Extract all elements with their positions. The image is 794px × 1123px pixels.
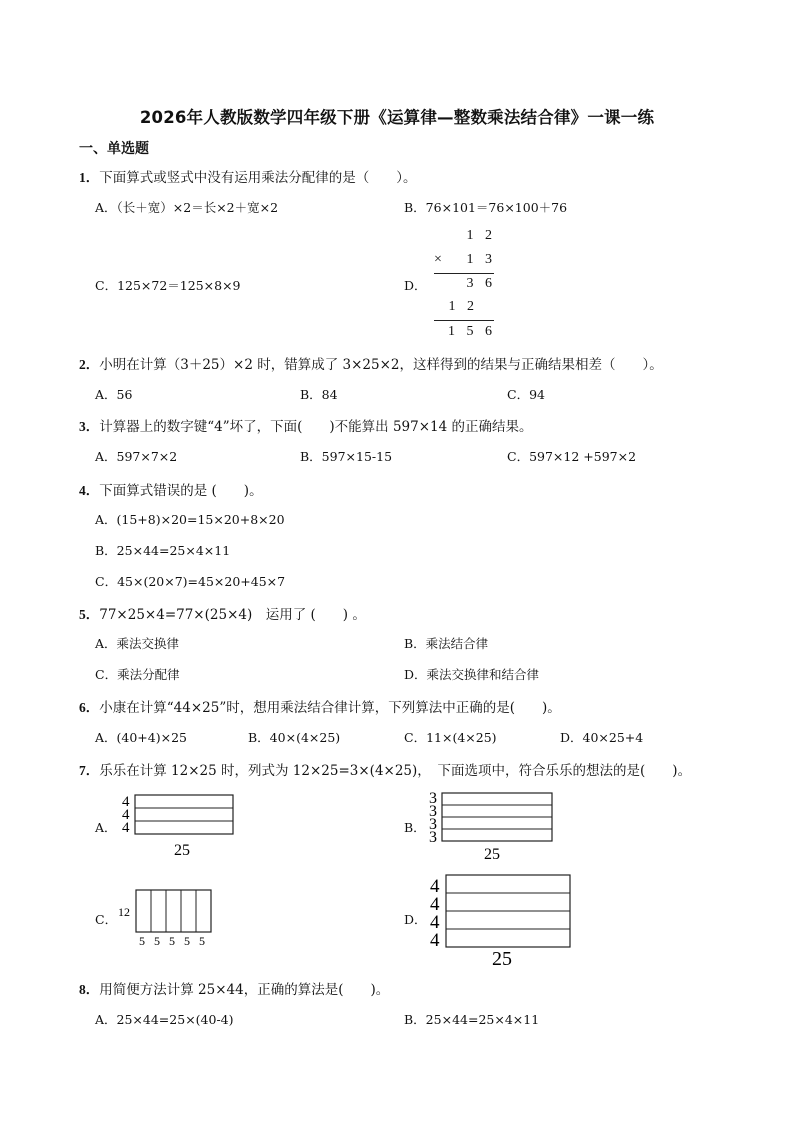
question-text: 小康在计算“44×25”时，想用乘法结合律计算，下列算法中正确的是( )。 xyxy=(99,700,561,716)
question-8 xyxy=(79,978,389,998)
question-number: 2． xyxy=(79,357,100,372)
option-a: A．（长＋宽）×2＝长×2＋宽×2 xyxy=(95,200,279,215)
question-text: 77×25×4=77×(25×4) 运用了 ( ) 。 xyxy=(99,607,366,623)
option-c: C． xyxy=(95,912,118,927)
fig-b-label-2: 3 xyxy=(429,803,437,820)
option-b: B．84 xyxy=(300,387,338,402)
fig-c-bottom-label-2: 5 xyxy=(154,934,160,948)
fig-d-label-3: 4 xyxy=(430,912,440,933)
fig-a-label-2: 4 xyxy=(122,807,130,823)
option-d: D．乘法交换律和结合律 xyxy=(404,667,540,682)
option-d: D．40×25+4 xyxy=(560,730,644,745)
option-b: B．76×101＝76×100＋76 xyxy=(404,200,568,215)
option-a: A． xyxy=(95,820,117,835)
question-number: 5． xyxy=(79,607,100,622)
option-a: A．(40+4)×25 xyxy=(95,730,187,745)
fig-b-label-4: 3 xyxy=(429,829,437,846)
question-text: 计算器上的数字键“4”坏了，下面( )不能算出 597×14 的正确结果。 xyxy=(99,419,533,435)
question-number: 3． xyxy=(79,419,100,434)
times-sign: × xyxy=(434,252,446,267)
fig-a-label-3: 4 xyxy=(122,820,130,836)
question-7 xyxy=(79,759,691,779)
question-number: 4． xyxy=(79,483,100,498)
fig-a-bottom-label: 25 xyxy=(174,842,190,859)
option-b: B．40×(4×25) xyxy=(248,730,341,745)
vertical-rule-1 xyxy=(434,273,494,274)
figure-b xyxy=(426,786,558,866)
question-2 xyxy=(79,353,663,373)
option-a: A．(15+8)×20=15×20+8×20 xyxy=(95,512,285,527)
fig-d-bottom-label: 25 xyxy=(492,948,512,970)
vertical-row-2: 1 3 xyxy=(466,252,496,267)
fig-c-bottom-label-5: 5 xyxy=(199,934,205,948)
figure-a xyxy=(118,790,242,862)
option-c: C．乘法分配律 xyxy=(95,667,180,682)
question-3 xyxy=(79,415,533,435)
fig-c-left-label: 12 xyxy=(118,905,130,919)
vertical-multiplication xyxy=(430,228,496,344)
question-text: 乐乐在计算 12×25 时，列式为 12×25=3×(4×25)， 下面选项中，符合乐乐的想法的是( )。 xyxy=(99,763,692,779)
option-b: B．597×15-15 xyxy=(300,449,393,464)
question-text: 下面算式错误的是 ( )。 xyxy=(99,483,263,499)
page-title: 2026年人教版数学四年级下册《运算律—整数乘法结合律》一课一练 xyxy=(139,108,655,127)
question-number: 7． xyxy=(79,763,100,778)
option-c: C．11×(4×25) xyxy=(404,730,497,745)
vertical-rule-2 xyxy=(434,320,494,321)
question-text: 小明在计算（3＋25）×2 时，错算成了 3×25×2，这样得到的结果与正确结果相差（ ）。 xyxy=(99,357,663,373)
fig-b-label-1: 3 xyxy=(429,790,437,807)
option-b: B．25×44=25×4×11 xyxy=(95,543,231,558)
vertical-row-4: 1 2 xyxy=(448,299,478,314)
fig-a-label-1: 4 xyxy=(122,794,130,810)
option-c: C．45×(20×7)=45×20+45×7 xyxy=(95,574,286,589)
question-5 xyxy=(79,603,366,623)
fig-d-label-4: 4 xyxy=(430,930,440,951)
fig-d-label-2: 4 xyxy=(430,894,440,915)
vertical-row-3: 3 6 xyxy=(466,276,496,291)
fig-c-bottom-label-3: 5 xyxy=(169,934,175,948)
fig-c-bottom-label-1: 5 xyxy=(139,934,145,948)
question-text: 下面算式或竖式中没有运用乘法分配律的是（ ）。 xyxy=(99,170,417,186)
question-number: 1． xyxy=(79,170,100,185)
option-a: A．597×7×2 xyxy=(95,449,178,464)
option-a: A．56 xyxy=(95,387,133,402)
option-c: C．597×12 +597×2 xyxy=(507,449,637,464)
option-c: C．125×72＝125×8×9 xyxy=(95,278,241,293)
section-heading: 一、单选题 xyxy=(79,141,149,157)
option-b: B．乘法结合律 xyxy=(404,636,489,651)
question-number: 8． xyxy=(79,982,100,997)
fig-b-bottom-label: 25 xyxy=(484,846,500,863)
vertical-row-5: 1 5 6 xyxy=(448,324,496,339)
option-d: D． xyxy=(404,278,427,293)
question-number: 6． xyxy=(79,700,100,715)
option-d: D． xyxy=(404,912,427,927)
option-a: A．25×44=25×(40-4) xyxy=(95,1012,234,1027)
fig-c-bottom-label-4: 5 xyxy=(184,934,190,948)
question-4 xyxy=(79,479,263,499)
option-b: B．25×44=25×4×11 xyxy=(404,1012,540,1027)
option-a: A．乘法交换律 xyxy=(95,636,180,651)
question-1 xyxy=(79,166,417,186)
fig-b-label-3: 3 xyxy=(429,816,437,833)
option-c: C．94 xyxy=(507,387,545,402)
question-6 xyxy=(79,696,561,716)
question-text: 用简便方法计算 25×44，正确的算法是( )。 xyxy=(99,982,390,998)
figure-d xyxy=(428,868,576,970)
vertical-row-1: 1 2 xyxy=(466,228,496,243)
fig-d-label-1: 4 xyxy=(430,876,440,897)
figure-c xyxy=(116,884,216,950)
option-b: B． xyxy=(404,820,426,835)
